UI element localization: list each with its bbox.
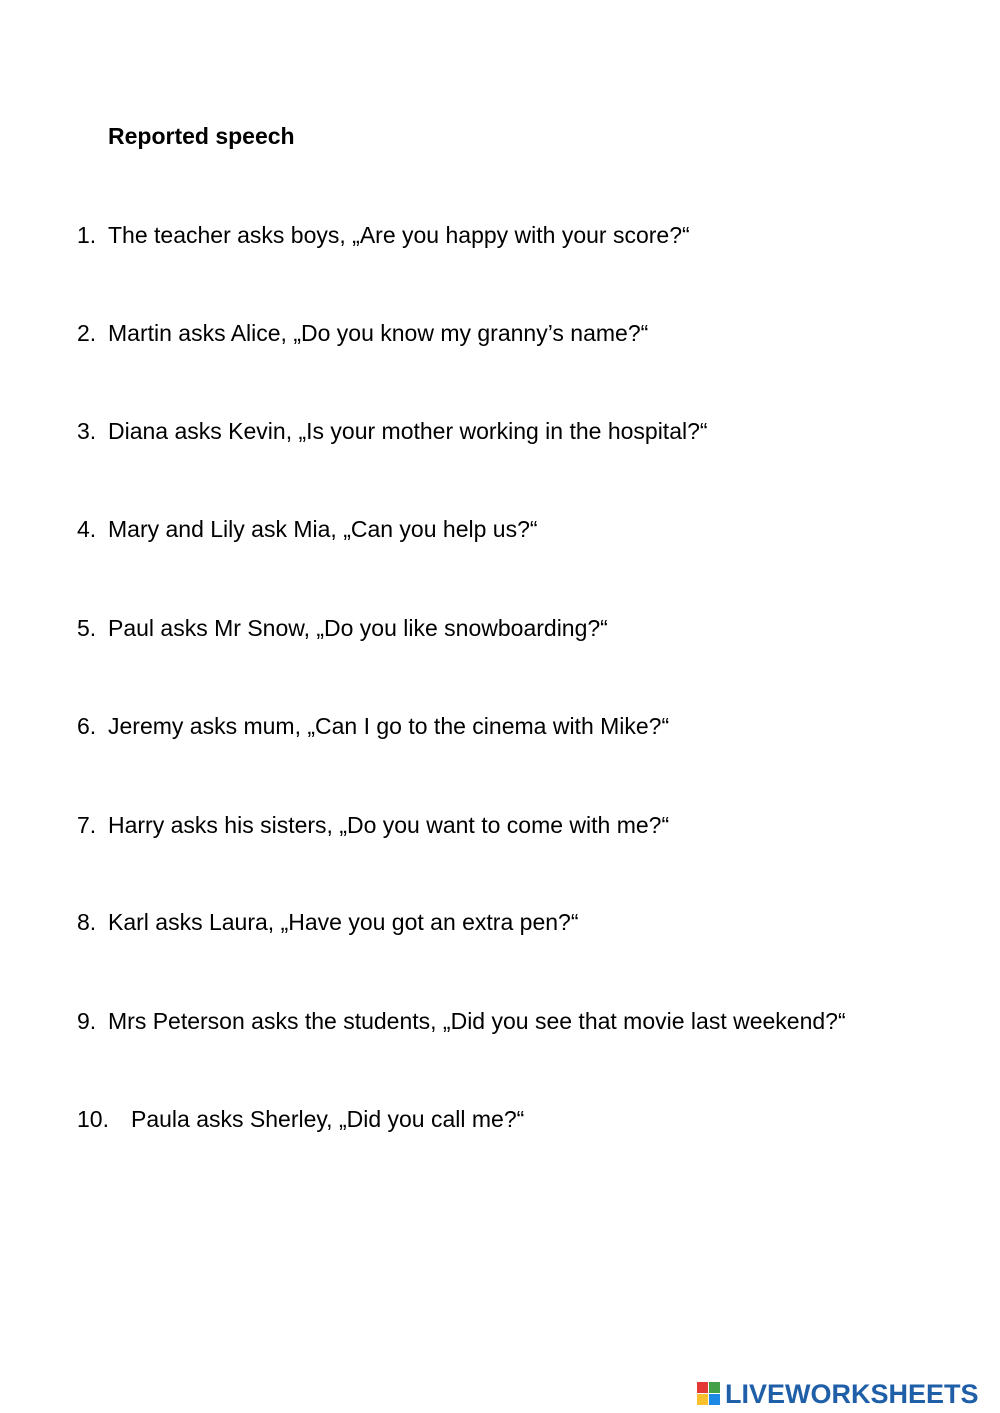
logo-text: LIVEWORKSHEETS — [725, 1379, 979, 1409]
item-sentence: Paul asks Mr Snow, „Do you like snowboarding?“ — [108, 615, 608, 641]
liveworksheets-logo — [697, 1376, 979, 1412]
list-item — [0, 318, 1000, 348]
item-sentence: The teacher asks boys, „Are you happy with your score?“ — [108, 222, 690, 248]
list-item — [0, 1006, 1000, 1036]
list-item — [0, 810, 1000, 840]
item-number: 2. — [77, 320, 97, 346]
list-item — [0, 711, 1000, 741]
item-number: 5. — [77, 615, 97, 641]
item-sentence: Karl asks Laura, „Have you got an extra pen?“ — [108, 909, 579, 935]
list-item — [0, 613, 1000, 643]
list-item — [0, 907, 1000, 937]
item-number: 8. — [77, 909, 97, 935]
item-sentence: Mrs Peterson asks the students, „Did you see that movie last weekend?“ — [108, 1008, 846, 1034]
page-title: Reported speech — [108, 123, 295, 149]
item-number: 1. — [77, 222, 97, 248]
item-number: 4. — [77, 516, 97, 542]
item-sentence: Jeremy asks mum, „Can I go to the cinema with Mike?“ — [108, 713, 670, 739]
item-number: 3. — [77, 418, 97, 444]
item-sentence: Paula asks Sherley, „Did you call me?“ — [131, 1106, 525, 1132]
item-sentence: Mary and Lily ask Mia, „Can you help us?“ — [108, 516, 538, 542]
list-item — [0, 514, 1000, 544]
item-sentence: Diana asks Kevin, „Is your mother working in the hospital?“ — [108, 418, 708, 444]
item-sentence: Martin asks Alice, „Do you know my granny’s name?“ — [108, 320, 649, 346]
list-item — [0, 416, 1000, 446]
list-item — [0, 1104, 1000, 1134]
item-number: 7. — [77, 812, 97, 838]
item-number: 9. — [77, 1008, 97, 1034]
logo-mark-icon — [697, 1382, 721, 1406]
item-number: 10. — [77, 1106, 109, 1132]
item-number: 6. — [77, 713, 97, 739]
item-sentence: Harry asks his sisters, „Do you want to come with me?“ — [108, 812, 670, 838]
list-item — [0, 220, 1000, 250]
